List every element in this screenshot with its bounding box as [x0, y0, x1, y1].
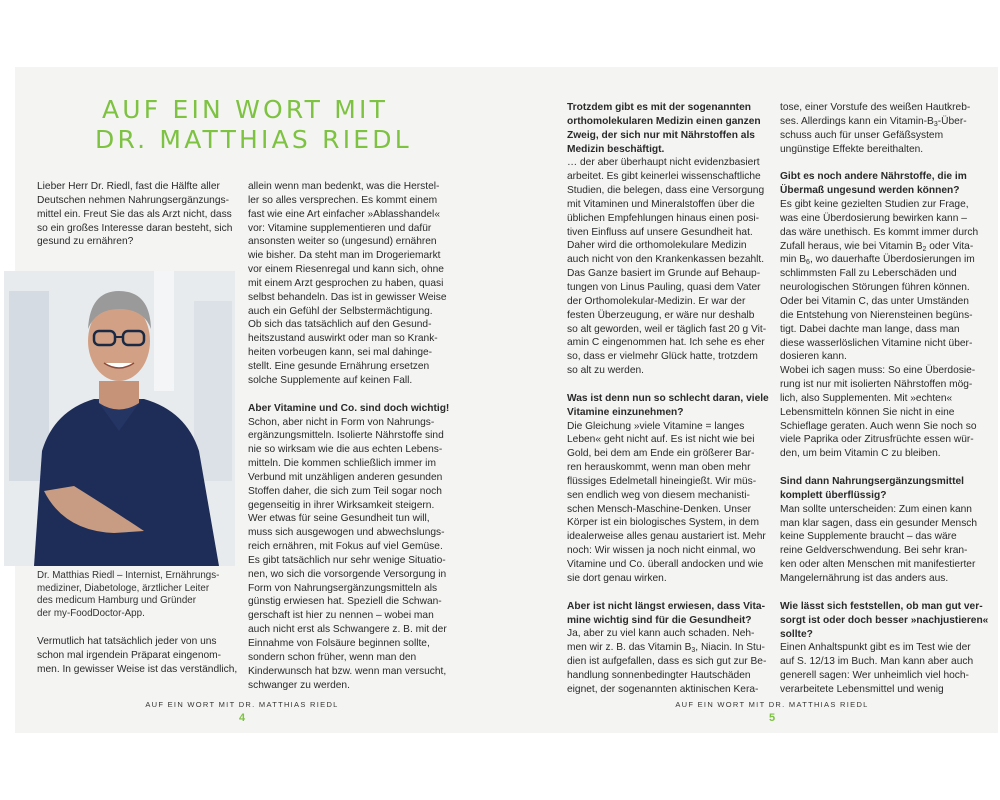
text-run: Zufall heraus, wie bei Vitamin B: [780, 240, 923, 252]
text-line: Körper ist ein biologisches System, in dem: [567, 517, 759, 529]
text-line: Das Ganze basiert im Grunde auf Behaup-: [567, 268, 761, 280]
text-line: Vitamine und Co. überall andocken und wie: [567, 559, 764, 570]
text-line: flüssiges Edelmetall hineingießt. Wir müs-: [567, 475, 757, 487]
text-line: dien ist aufgefallen, dass es sich gut zur Be-: [567, 656, 767, 668]
text-line: solche Supplemente auf keinen Fall.: [248, 374, 413, 386]
text-line: generell sagen: Wer unheimlich viel hoch-: [780, 670, 969, 682]
column-1-continued: [37, 635, 237, 677]
text-line: Stoffen daher, die sich zum Teil sogar noch: [248, 485, 442, 497]
text-line: ler so alles versprechen. Es kommt einem: [248, 194, 438, 206]
text-line: Medizin beschäftigt.: [567, 143, 665, 155]
text-line: Lieber Herr Dr. Riedl, fast die Hälfte aller: [37, 181, 220, 192]
text-line: Verbund mit unzähligen anderen gesunden: [248, 471, 443, 483]
subscript: 2: [922, 245, 927, 253]
text-line: ren herauskommt, wenn man oben mehr: [567, 462, 751, 474]
page-number-left: 4: [238, 712, 246, 724]
text-run: , wo dauerhafte Überdosierungen im: [809, 254, 975, 266]
text-line: Sind dann Nahrungsergänzungsmittel: [780, 476, 964, 488]
text-line: Trotzdem gibt es mit der sogenannten: [567, 102, 751, 113]
text-line: ergänzungsmitteln. Isolierte Nährstoffe sind: [248, 430, 444, 442]
subscript: 6: [806, 259, 810, 267]
text-line: ken oder alten Menschen mit manifestierter: [780, 559, 976, 571]
text-line: Schieflage geraten. Auch wenn Sie noch so: [780, 420, 977, 432]
text-line: Wer etwas für seine Gesundheit tun will,: [248, 513, 430, 525]
text-line: men. In gewisser Weise ist das verständlich,: [37, 663, 238, 675]
text-line: neurologischen Störungen führen können.: [780, 282, 970, 294]
text-line: ansonsten weiter so (ungesund) ernähren: [248, 236, 437, 248]
text-line: mitteln. Die kommen schließlich immer im: [248, 458, 436, 470]
text-line: reine Geldverschwendung. Bei sehr kran-: [780, 545, 968, 557]
text-line: dosieren kann.: [780, 351, 847, 363]
text-line: arbeitet. Es gibt keinerlei wissenschaftliche: [567, 171, 761, 183]
text-line: man klar sagen, dass ein gesunder Mensch: [780, 517, 978, 529]
text-line: was eine Überdosierung bewirken kann –: [780, 212, 967, 224]
text-line: rung ist nur mit isolierten Nährstoffen mög-: [780, 379, 973, 391]
portrait-illustration: [4, 271, 235, 566]
text-line: auch nicht von den Krankenkassen bezahlt.: [567, 254, 765, 266]
text-line: keine Supplemente braucht – das wäre: [780, 531, 957, 543]
text-line: sen endlich weg von diesem mechanisti-: [567, 489, 750, 501]
text-line: sollte?: [780, 628, 813, 640]
text-line: vor einem Riesenregal und kann sich, ohne: [248, 264, 444, 276]
text-line: üblichen Empfehlungen hinaus einen posi-: [567, 212, 760, 224]
text-line: nie so wirksam wie die aus echten Lebens-: [248, 444, 443, 456]
text-line: auch nicht erst als Schwangere z. B. mit der: [248, 624, 447, 636]
text-line: Vermutlich hat tatsächlich jeder von uns: [37, 636, 217, 647]
text-line: schlimmsten Fall zu Leberschäden und: [780, 268, 957, 280]
column-4: [780, 101, 988, 697]
text-line: der Orthomolekular-Medizin. Er war der: [567, 295, 746, 307]
text-line: [780, 253, 988, 267]
text-line: so alt zu werden.: [567, 365, 645, 377]
text-line: vor: Vitamine supplementieren und dafür: [248, 222, 432, 234]
text-line: günstig erwiesen hat. Speziell die Schwan-: [248, 596, 442, 608]
text-line: den, um beim Vitamin C zu bleiben.: [780, 448, 941, 460]
text-line: Lebensmitteln können Sie nicht in eine: [780, 406, 955, 418]
text-line: auf S. 12/13 im Buch. Man kann aber auch: [780, 656, 974, 668]
text-line: auch ein Gefühl der Selbstermächtigung.: [248, 305, 433, 317]
text-line: tose, einer Vorstufe des weißen Hautkreb-: [780, 102, 971, 113]
text-line: so, dass er vielmehr Glück hatte, trotzdem: [567, 351, 758, 363]
caption-line: Dr. Matthias Riedl – Internist, Ernährungs-: [37, 570, 220, 581]
title-line-2: DR. MATTHIAS RIEDL: [95, 125, 412, 154]
text-line: fast wie eine Art einfacher »Ablasshandel«: [248, 208, 440, 220]
column-2: [248, 180, 449, 692]
text-line: muss sich ausgewogen und abwechslungs-: [248, 527, 445, 539]
text-line: Aber ist nicht längst erwiesen, dass Vita-: [567, 600, 765, 612]
text-line: Gibt es noch andere Nährstoffe, die im: [780, 171, 967, 183]
text-line: so alt geworden, weil er täglich fast 20 g Vit-: [567, 323, 767, 335]
photo-caption: [37, 570, 219, 620]
text-line: sondern schon früher, wenn man den: [248, 651, 417, 663]
text-line: … der aber überhaupt nicht evidenzbasiert: [567, 157, 760, 169]
text-line: Kinderwunsch hat bzw. wenn man versucht,: [248, 665, 447, 677]
text-line: gesund zu ernähren?: [37, 236, 134, 248]
text-line: so ein großes Interesse daran besteht, sich: [37, 222, 233, 234]
text-line: Daher wird die orthomolekulare Medizin: [567, 240, 747, 252]
text-line: [567, 641, 769, 655]
column-1-intro: [37, 180, 232, 249]
text-line: mittel ein. Freut Sie das als Arzt nicht, dass: [37, 208, 232, 220]
text-line: Einen Anhaltspunkt gibt es im Test wie der: [780, 642, 971, 654]
text-line: festen Überzeugung, er wäre nur deshalb: [567, 309, 755, 321]
text-line: mit einem Arzt gesprochen zu haben, quasi: [248, 277, 444, 289]
text-line: amin C eingenommen hat. Ich sehe es eher: [567, 337, 765, 349]
text-line: Einnahme von Folsäure beginnen sollte,: [248, 638, 430, 649]
text-run: , Niacin. In Stu-: [695, 642, 765, 654]
text-line: Gold, bei dem am Ende ein größerer Bar-: [567, 448, 755, 460]
text-line: das wäre unethisch. Es kommt immer durch: [780, 226, 979, 238]
text-line: mit Vitaminen und Mineralstoffen über die: [567, 198, 755, 210]
text-line: Ob sich das tatsächlich auf den Gesund-: [248, 319, 432, 331]
text-line: schwanger zu werden.: [248, 679, 350, 691]
text-run: -Über-: [937, 115, 967, 127]
text-run: oder Vita-: [926, 240, 974, 252]
text-line: Oder bei Vitamin C, das unter Umständen: [780, 295, 969, 307]
text-line: tungen von Linus Pauling, quasi dem Vater: [567, 281, 761, 293]
text-line: Aber Vitamine und Co. sind doch wichtig!: [248, 402, 450, 414]
portrait-photo: [4, 271, 235, 566]
text-line: allein wenn man bedenkt, was die Herstel-: [248, 181, 440, 192]
text-line: verarbeitete Lebensmittel und wenig: [780, 683, 944, 695]
text-line: selbst behandeln. Das ist in gewisser Weise: [248, 291, 447, 303]
text-line: noch: Wir wissen ja noch nicht einmal, wo: [567, 545, 756, 557]
text-line: sie dort genau wirken.: [567, 572, 667, 584]
text-line: handlung sonnenbedingter Hautschäden: [567, 669, 751, 681]
text-line: Die Gleichung »viele Vitamine = langes: [567, 420, 745, 432]
text-run: min B: [780, 254, 807, 266]
text-line: Ja, aber zu viel kann auch schaden. Neh-: [567, 628, 755, 640]
column-3: [567, 101, 769, 697]
text-line: heitszustand auswirkt oder man so Krank-: [248, 333, 438, 345]
text-line: Schon, aber nicht in Form von Nahrungs-: [248, 416, 435, 428]
text-line: Wobei ich sagen muss: So eine Überdosie-: [780, 365, 976, 377]
caption-line: der my-FoodDoctor-App.: [37, 607, 145, 619]
text-line: orthomolekularen Medizin einen ganzen: [567, 115, 761, 127]
text-line: Vitamine einzunehmen?: [567, 406, 684, 418]
text-line: Deutschen nehmen Nahrungsergänzungs-: [37, 194, 229, 206]
text-line: lich, also Supplementen. Mit »echten«: [780, 392, 953, 404]
running-head-left: AUF EIN WORT MIT DR. MATTHIAS RIEDL: [145, 700, 339, 709]
text-line: Übermaß ungesund werden können?: [780, 185, 960, 197]
subscript: 3: [691, 647, 696, 655]
text-line: ungünstige Effekte bereithalten.: [780, 143, 924, 155]
text-line: tigt. Dabei dachte man lange, dass man: [780, 323, 960, 335]
text-line: viele Paprika oder Zitrusfrüchte essen wür-: [780, 434, 974, 446]
text-line: Es gibt tatsächlich nur sehr wenige Situatio-: [248, 554, 446, 566]
text-line: idealerweise alles genau austariert ist. Mehr: [567, 531, 766, 543]
text-line: die Entstehung von Nierensteinen begüns-: [780, 309, 973, 321]
title-line-1: AUF EIN WORT MIT: [101, 95, 389, 124]
text-line: Mangelernährung ist das anders aus.: [780, 573, 949, 584]
text-line: Was ist denn nun so schlecht daran, viele: [567, 392, 769, 404]
text-line: Man sollte unterscheiden: Zum einen kann: [780, 503, 972, 515]
text-line: nen, wo sich die vorsorgende Versorgung in: [248, 568, 447, 580]
text-run: ses. Allerdings kann ein Vitamin-B: [780, 115, 934, 127]
text-line: eignet, der sogenannten aktinischen Kera-: [567, 683, 759, 695]
text-line: komplett überflüssig?: [780, 489, 887, 501]
page-number-right: 5: [768, 712, 776, 724]
text-line: diese wasserlöslichen Vitamine nicht über-: [780, 337, 973, 349]
text-line: [780, 240, 988, 254]
text-line: wie bisher. Da steht man im Drogeriemarkt: [248, 250, 441, 262]
text-line: sorgt ist oder doch besser »nachjustieren«: [780, 614, 989, 626]
page-title: [95, 95, 412, 155]
text-line: schen Mensch-Maschine-Denken. Unser: [567, 503, 752, 515]
text-line: Leben« geht nicht auf. Es ist nicht wie bei: [567, 434, 755, 446]
text-line: mine wichtig sind für die Gesundheit?: [567, 614, 752, 626]
text-line: Studien, die belegen, dass eine Versorgung: [567, 185, 765, 197]
text-line: Form von Nahrungsergänzungsmitteln als: [248, 582, 438, 594]
text-line: tiven Einfluss auf unsere Gesundheit hat.: [567, 226, 753, 238]
text-line: [780, 115, 988, 129]
text-run: men wir z. B. das Vitamin B: [567, 642, 692, 654]
text-line: reich ernähren, mit Fokus auf viel Gemüse.: [248, 541, 443, 553]
text-line: gegenseitig in ihrer Wirksamkeit steigern.: [248, 499, 435, 511]
text-line: schuss auch für unser Gefäßsystem: [780, 129, 944, 141]
text-line: Es gibt keine gezielten Studien zur Frage,: [780, 199, 969, 211]
text-line: gerschaft ist hier zu nennen – wobei man: [248, 610, 434, 622]
text-line: stellt. Eine gesunde Ernährung ersetzen: [248, 360, 430, 372]
text-line: Wie lässt sich feststellen, ob man gut ver-: [780, 600, 983, 612]
caption-line: des medicum Hamburg und Gründer: [37, 595, 197, 607]
text-line: Zweig, der sich nur mit Nährstoffen als: [567, 129, 755, 141]
text-line: schon mal irgendein Präparat eingenom-: [37, 649, 222, 661]
running-head-right: AUF EIN WORT MIT DR. MATTHIAS RIEDL: [675, 700, 869, 709]
caption-line: mediziner, Diabetologe, ärztlicher Leiter: [37, 582, 210, 594]
text-line: heiten vorbeugen kann, sei mal dahinge-: [248, 347, 433, 359]
subscript: 3: [933, 120, 938, 128]
